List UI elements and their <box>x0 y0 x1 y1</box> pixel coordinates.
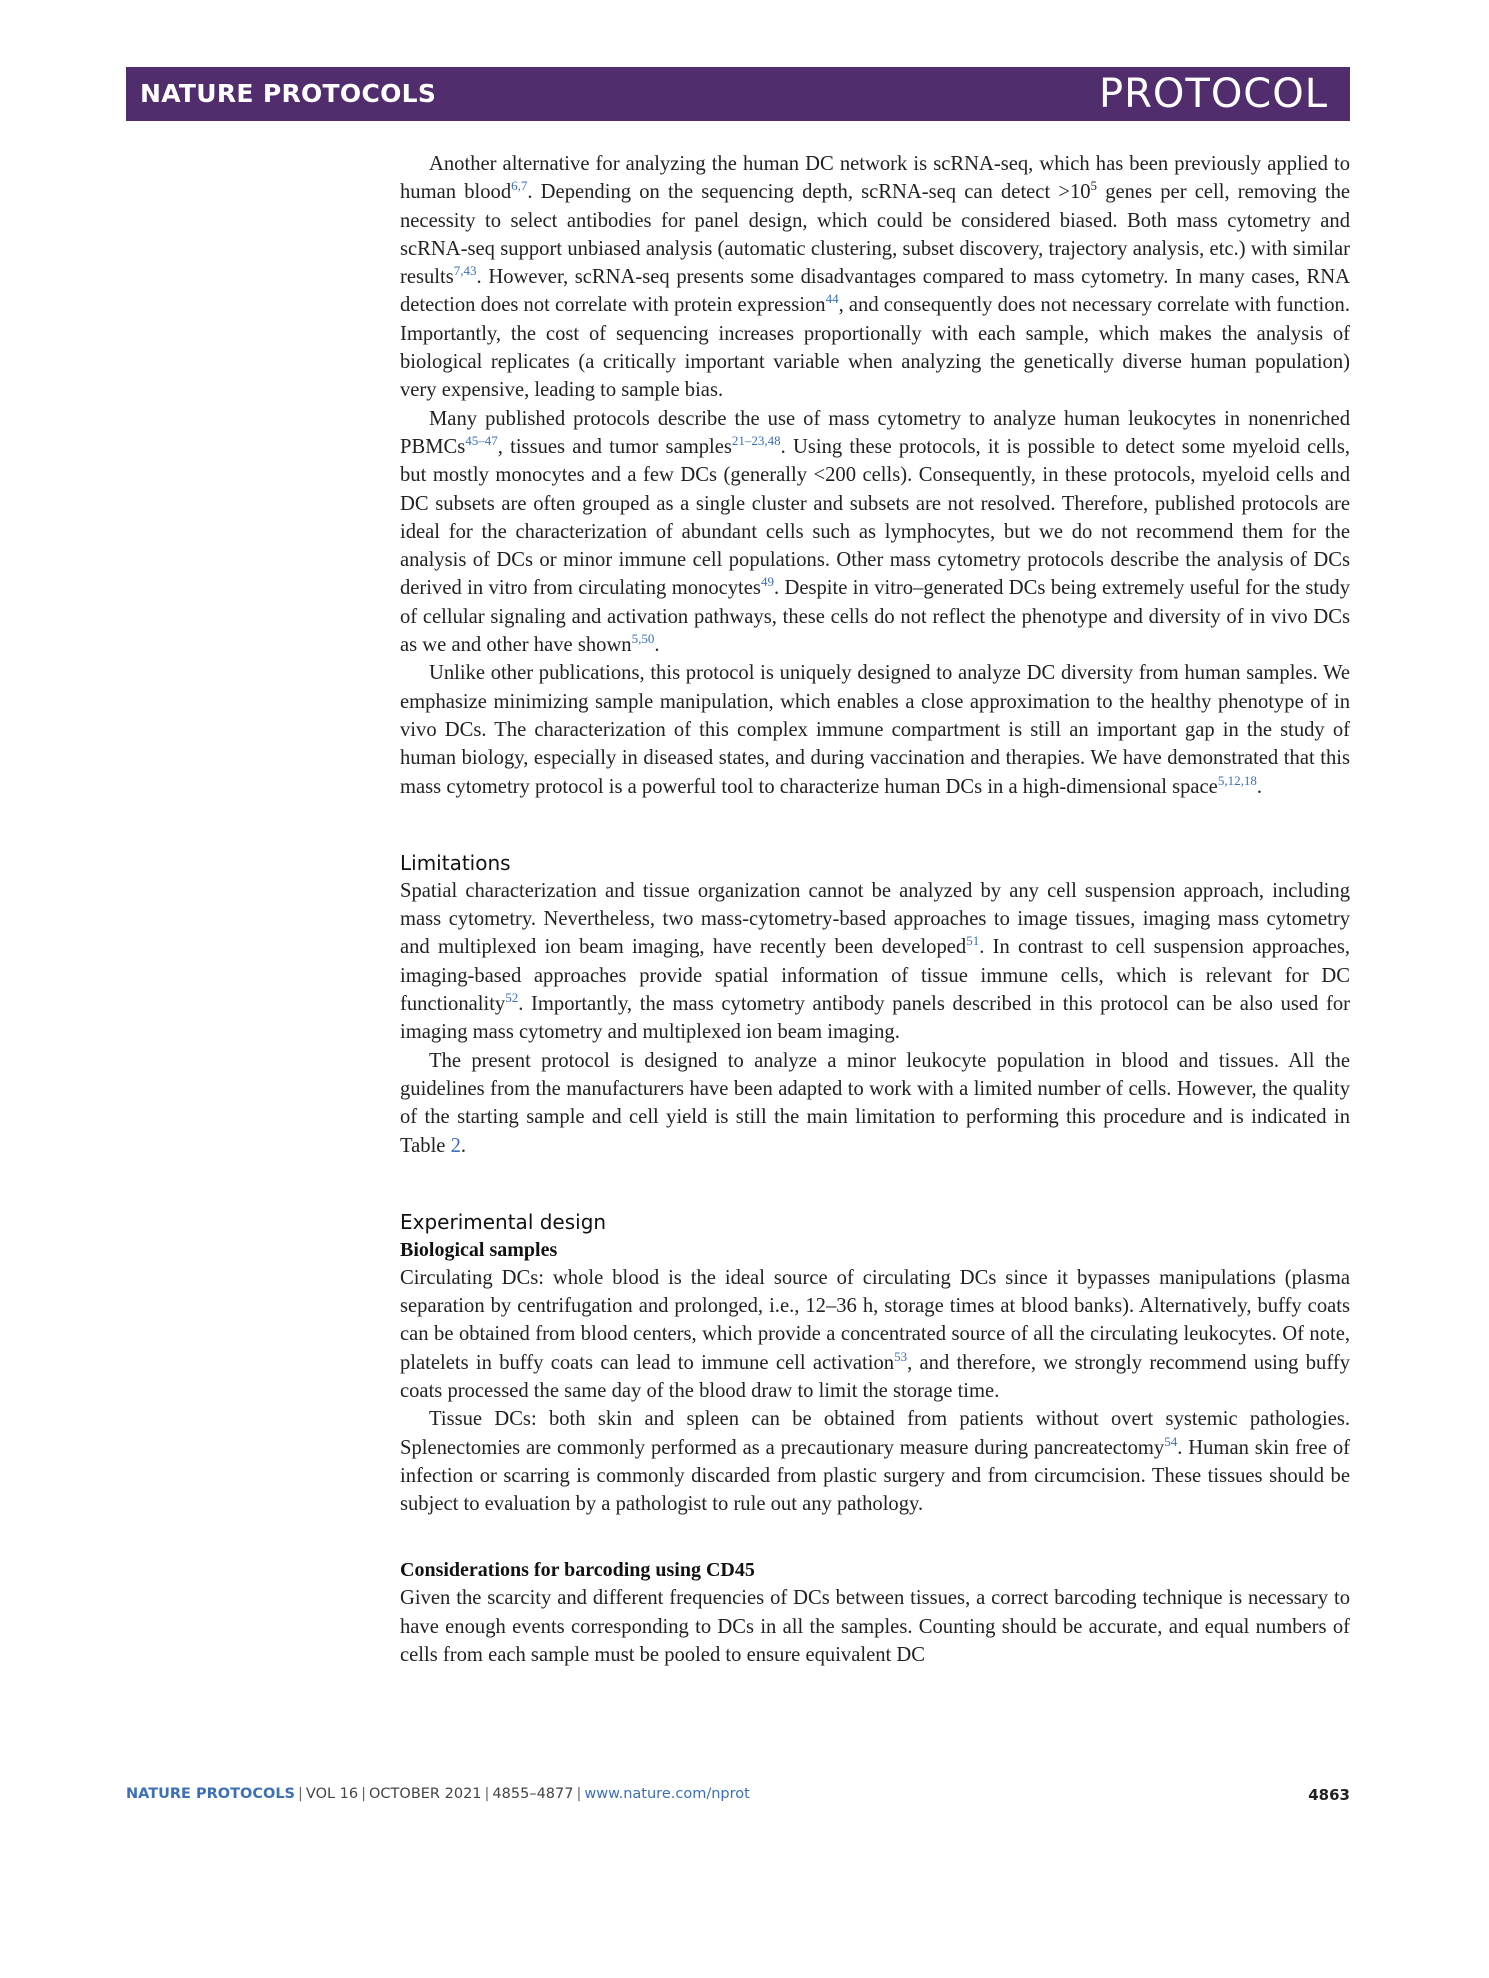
citation-link[interactable]: 5,12,18 <box>1217 772 1257 788</box>
limitations-paragraph-1 <box>400 877 1350 1047</box>
citation-link[interactable]: 45–47 <box>465 432 498 448</box>
subheading-barcoding: Considerations for barcoding using CD45 <box>400 1559 755 1582</box>
footer-date: OCTOBER 2021 <box>369 1786 482 1802</box>
citation-link[interactable]: 49 <box>760 574 774 590</box>
page-footer: NATURE PROTOCOLS | VOL 16 | OCTOBER 2021 | 4855–4877 | www.nature.com/nprot 4863 <box>126 1786 1350 1804</box>
footer-url-link[interactable]: www.nature.com/nprot <box>584 1786 750 1802</box>
text-run: , and therefore, we strongly recommend using buffy coats processed the same day of the blood draw to limit the storage time. <box>400 1351 1350 1402</box>
text-run: . <box>460 1134 467 1157</box>
text-run: . <box>1256 775 1262 798</box>
footer-journal: NATURE PROTOCOLS <box>126 1786 296 1802</box>
footer-volume: VOL 16 <box>305 1786 359 1802</box>
intro-paragraph-3 <box>400 659 1350 800</box>
text-run: . However, scRNA-seq presents some disadvantages compared to mass cytometry. In many cases, RNA detection does not correlate with protein expression <box>400 266 1350 317</box>
article-type: PROTOCOL <box>1098 71 1328 117</box>
citation-link[interactable]: 44 <box>825 291 839 307</box>
citation-link[interactable]: 21–23,48 <box>731 432 781 448</box>
citation-link[interactable]: 6,7 <box>511 178 528 194</box>
text-run: Unlike other publications, this protocol is uniquely designed to analyze DC diversity from human samples. We emphasize minimizing sample manipulation, which enables a close approximation to the healthy phenotype of in vivo DCs. The characterization of this complex immune compartment is still an important gap in the study of human biology, especially in diseased states, and during vaccination and therapies. We have demonstrated that this mass cytometry protocol is a powerful tool to characterize human DCs in a high-dimensional space <box>400 662 1350 798</box>
citation-link[interactable]: 51 <box>966 933 980 949</box>
text-run: Tissue DCs: both skin and spleen can be obtained from patients without overt systemic pathologies. Splenectomies are commonly performed as a precautionary measure during pancreatectomy <box>400 1408 1350 1459</box>
text-run: . Depending on the sequencing depth, scRNA-seq can detect >10 <box>527 181 1091 204</box>
citation-link[interactable]: 52 <box>505 990 519 1006</box>
limitations-paragraph-2 <box>400 1047 1350 1160</box>
footer-pages: 4855–4877 <box>492 1786 574 1802</box>
exponent: 5 <box>1090 178 1098 194</box>
citation-link[interactable]: 54 <box>1164 1433 1178 1449</box>
intro-paragraph-2 <box>400 405 1350 660</box>
text-run: Many published protocols describe the use of mass cytometry to analyze human leukocytes in nonenriched PBMCs <box>400 407 1350 458</box>
biological-paragraph-2 <box>400 1405 1350 1518</box>
table-link[interactable]: 2 <box>450 1134 461 1157</box>
citation-link[interactable]: 5,50 <box>631 631 655 647</box>
intro-paragraph-1 <box>400 150 1350 405</box>
text-run: , and consequently does not necessary correlate with function. Importantly, the cost of sequencing increases proportionally with each sample, which makes the analysis of biological replicates (a critically important variable when analyzing the genetically diverse human population) very expensive, leading to sample bias. <box>400 294 1350 402</box>
text-run: , tissues and tumor samples <box>497 435 732 458</box>
journal-header-bar <box>126 67 1350 121</box>
page-number: 4863 <box>1308 1786 1350 1804</box>
text-run: Spatial characterization and tissue organization cannot be analyzed by any cell suspension approach, including mass cytometry. Nevertheless, two mass-cytometry-based approaches to image tissues, imaging mass cytometry and multiplexed ion beam imaging, have recently been developed <box>400 879 1350 959</box>
section-heading-experimental-design: Experimental design <box>400 1209 607 1234</box>
text-run: Another alternative for analyzing the human DC network is scRNA-seq, which has been previously applied to human blood <box>400 153 1350 204</box>
citation-link[interactable]: 53 <box>894 1348 908 1364</box>
text-run: . Using these protocols, it is possible to detect some myeloid cells, but mostly monocytes and a few DCs (generally <200 cells). Consequently, in these protocols, myeloid cells and DC subsets are often grouped as a single cluster and subsets are not resolved. Therefore, published protocols are ideal for the characterization of abundant cells such as lymphocytes, but we do not recommend them for the analysis of DCs or minor immune cell populations. Other mass cytometry protocols describe the analysis of DCs derived in vitro from circulating monocytes <box>400 435 1350 600</box>
biological-paragraph-1 <box>400 1264 1350 1405</box>
subheading-biological-samples: Biological samples <box>400 1238 558 1261</box>
article-body <box>400 150 1350 1669</box>
citation-link[interactable]: 7,43 <box>453 263 477 279</box>
text-run: . <box>654 634 660 657</box>
text-run: Circulating DCs: whole blood is the ideal source of circulating DCs since it bypasses manipulations (plasma separation by centrifugation and prolonged, i.e., 12–36 h, storage times at blood banks). Alternatively, buffy coats can be obtained from blood centers, which provide a concentrated source of all the circulating leukocytes. Of note, platelets in buffy coats can lead to immune cell activation <box>400 1266 1350 1374</box>
text-run: . Human skin free of infection or scarring is commonly discarded from plastic surgery and from circumcision. These tissues should be subject to evaluation by a pathologist to rule out any pathology. <box>400 1436 1351 1516</box>
text-run: . Despite in vitro–generated DCs being extremely useful for the study of cellular signaling and activation pathways, these cells do not reflect the phenotype and diversity of in vivo DCs as we and other have shown <box>400 577 1350 657</box>
text-run: The present protocol is designed to analyze a minor leukocyte population in blood and tissues. All the guidelines from the manufacturers have been adapted to work with a limited number of cells. However, the quality of the starting sample and cell yield is still the main limitation to performing this procedure and is indicated in Table <box>400 1049 1350 1157</box>
journal-name: NATURE PROTOCOLS <box>140 79 437 108</box>
text-run: . Importantly, the mass cytometry antibody panels described in this protocol can be also used for imaging mass cytometry and multiplexed ion beam imaging. <box>400 993 1350 1044</box>
text-run: . In contrast to cell suspension approaches, imaging-based approaches provide spatial information of tissue immune cells, which is relevant for DC functionality <box>400 936 1350 1016</box>
barcoding-paragraph-1: Given the scarcity and different frequencies of DCs between tissues, a correct barcoding technique is necessary to have enough events corresponding to DCs in all the samples. Counting should be accurate, and equal numbers of cells from each sample must be pooled to ensure equivalent DC <box>400 1587 1350 1667</box>
section-heading-limitations: Limitations <box>400 850 511 875</box>
text-run: genes per cell, removing the necessity to select antibodies for panel design, which could be considered biased. Both mass cytometry and scRNA-seq support unbiased analysis (automatic clustering, subset discovery, trajectory analysis, etc.) with similar results <box>400 181 1351 289</box>
